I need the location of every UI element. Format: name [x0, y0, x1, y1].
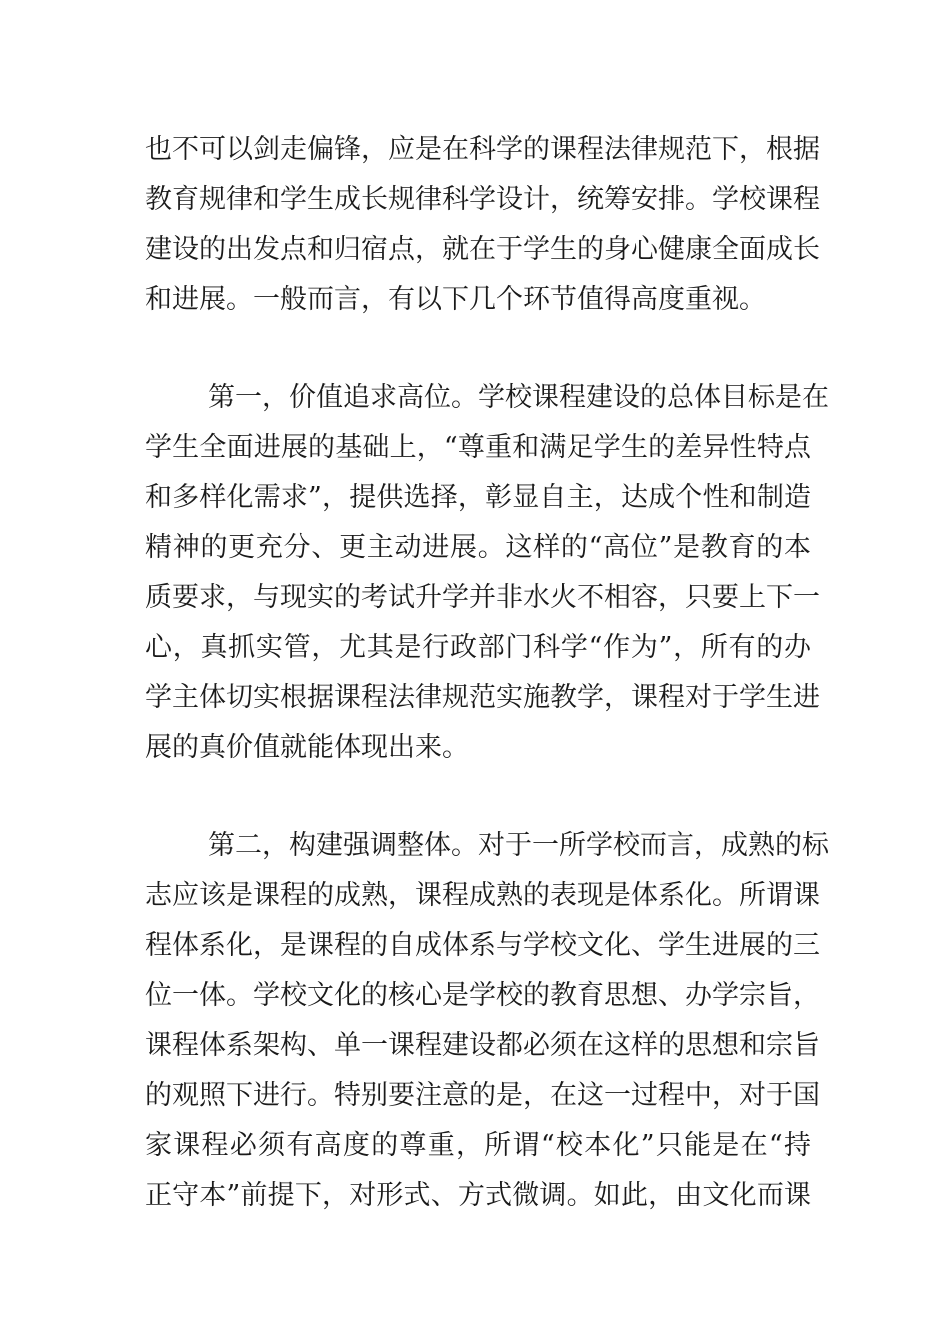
paragraph-line: 第一，价值追求高位。学校课程建设的总体目标是在 — [208, 382, 829, 413]
paragraph-line: 精神的更充分、更主动进展。这样的“高位”是教育的本 — [145, 532, 811, 563]
paragraph-line: 的观照下进行。特别要注意的是，在这一过程中，对于国 — [145, 1080, 820, 1111]
paragraph-line: 也不可以剑走偏锋，应是在科学的课程法律规范下，根据 — [145, 134, 820, 165]
paragraph-line: 志应该是课程的成熟，课程成熟的表现是体系化。所谓课 — [145, 880, 820, 911]
paragraph-line: 学生全面进展的基础上，“尊重和满足学生的差异性特点 — [145, 432, 811, 463]
paragraph-line: 位一体。学校文化的核心是学校的教育思想、办学宗旨， — [145, 980, 820, 1011]
paragraph-line: 程体系化，是课程的自成体系与学校文化、学生进展的三 — [145, 930, 820, 961]
paragraph-line: 心，真抓实管，尤其是行政部门科学“作为”，所有的办 — [145, 632, 811, 663]
paragraph-line: 展的真价值就能体现出来。 — [145, 732, 469, 763]
paragraph-line: 和进展。一般而言，有以下几个环节值得高度重视。 — [145, 284, 766, 315]
paragraph-line: 课程体系架构、单一课程建设都必须在这样的思想和宗旨 — [145, 1030, 820, 1061]
paragraph-line: 正守本”前提下，对形式、方式微调。如此，由文化而课 — [145, 1180, 811, 1211]
paragraph-line: 家课程必须有高度的尊重，所谓“校本化”只能是在“持 — [145, 1130, 811, 1161]
paragraph-line: 教育规律和学生成长规律科学设计，统筹安排。学校课程 — [145, 184, 820, 215]
paragraph-line: 学主体切实根据课程法律规范实施教学，课程对于学生进 — [145, 682, 820, 713]
paragraph-line: 建设的出发点和归宿点，就在于学生的身心健康全面成长 — [145, 234, 820, 265]
paragraph-line: 质要求，与现实的考试升学并非水火不相容，只要上下一 — [145, 582, 820, 613]
paragraph-line: 和多样化需求”，提供选择，彰显自主，达成个性和制造 — [145, 482, 811, 513]
paragraph-line: 第二，构建强调整体。对于一所学校而言，成熟的标 — [208, 830, 829, 861]
